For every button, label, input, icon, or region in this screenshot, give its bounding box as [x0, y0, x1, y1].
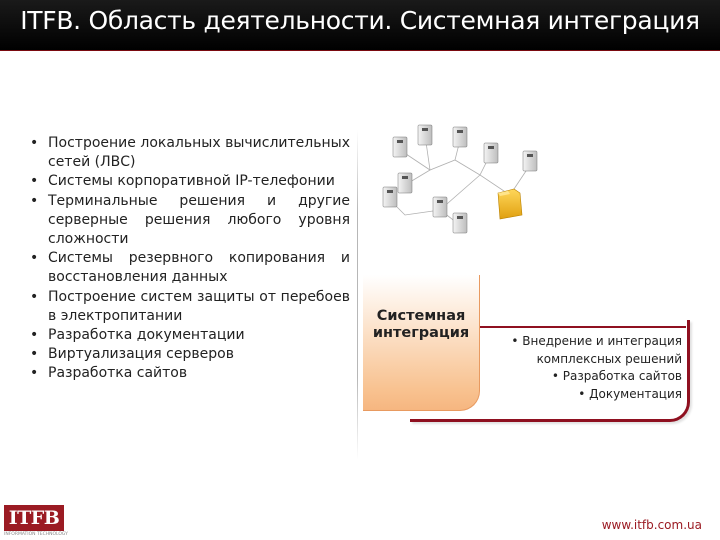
list-item: • Виртуализация серверов — [30, 345, 350, 364]
list-item: • Внедрение и интеграция — [511, 334, 682, 348]
integration-items — [511, 333, 682, 403]
list-item: • Системы корпоративной IP-телефонии — [30, 172, 350, 191]
list-item: • Документация — [578, 386, 682, 401]
slide-title: ITFB. Область деятельности. Системная интеграция — [20, 6, 700, 35]
title-bar — [0, 0, 720, 51]
list-item: • Терминальные решения и другие серверные решения любого уровня сложности — [30, 192, 350, 250]
list-item: • Разработка документации — [30, 326, 350, 345]
list-item: • Системы резервного копирования и восстановления данных — [30, 249, 350, 287]
website-link[interactable]: www.itfb.com.ua — [601, 518, 702, 532]
integration-label-line1: Системная — [376, 308, 466, 324]
divider-line — [357, 130, 358, 460]
list-item: • Разработка сайтов — [551, 369, 682, 383]
list-item: • Построение систем защиты от перебоев в электропитании — [30, 288, 350, 326]
list-item: • Разработка сайтов — [30, 364, 350, 383]
integration-label — [363, 308, 479, 342]
server-network-icon — [360, 115, 560, 245]
integration-label-panel — [363, 275, 480, 411]
list-item: • Построение локальных вычислительных сетей (ЛВС) — [30, 134, 350, 172]
itfb-logo: ITFB — [4, 505, 64, 531]
logo-subtitle: INFORMATION TECHNOLOGY — [4, 532, 68, 537]
list-item: комплексных решений — [536, 351, 682, 366]
services-list — [30, 134, 350, 384]
integration-label-line2: интеграция — [372, 325, 470, 341]
